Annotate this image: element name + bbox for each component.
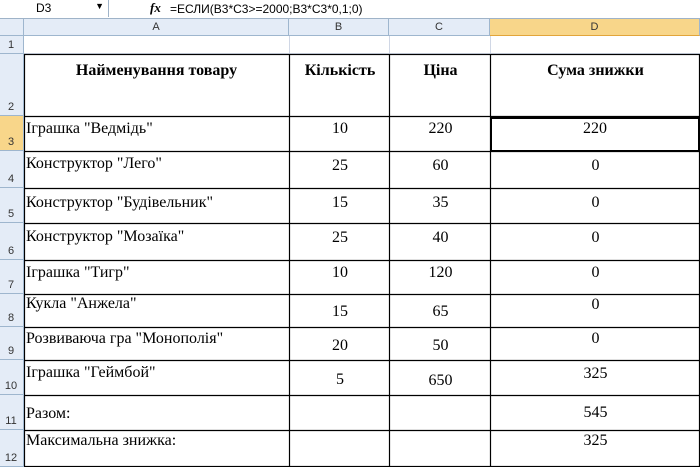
item-qty[interactable]: 15	[332, 194, 348, 211]
item-discount[interactable]: 0	[591, 330, 600, 347]
item-discount[interactable]: 0	[591, 264, 600, 281]
item-qty[interactable]: 15	[332, 303, 348, 320]
name-box[interactable]	[0, 0, 109, 17]
item-price[interactable]: 650	[428, 372, 453, 389]
column-header-a[interactable]: A	[24, 19, 289, 36]
item-discount[interactable]: 325	[583, 365, 608, 382]
header-price[interactable]: Ціна	[423, 62, 458, 79]
header-name[interactable]: Найменування товару	[75, 62, 238, 79]
item-qty[interactable]: 5	[336, 371, 344, 388]
row-header-1[interactable]: 1	[0, 36, 24, 54]
item-name[interactable]: Іграшка "Геймбой"	[26, 364, 156, 381]
formula-bar	[0, 0, 700, 19]
row-header-5[interactable]: 5	[0, 188, 24, 223]
item-name[interactable]: Конструктор "Будівельник"	[26, 194, 214, 211]
item-price[interactable]: 35	[432, 194, 449, 211]
column-header-d[interactable]: D	[490, 19, 700, 36]
item-price[interactable]: 60	[432, 157, 449, 174]
formula-input[interactable]: =ЕСЛИ(B3*C3>=2000;B3*C3*0,1;0)	[170, 2, 363, 16]
item-name[interactable]: Кукла "Анжела"	[26, 295, 137, 312]
item-name[interactable]: Іграшка "Ведмідь"	[26, 120, 153, 137]
item-qty[interactable]: 20	[332, 337, 348, 354]
header-discount[interactable]: Сума знижки	[547, 62, 644, 79]
grid-lines	[24, 36, 700, 467]
chevron-down-icon[interactable]: ▼	[95, 1, 104, 11]
row-header-10[interactable]: 10	[0, 360, 24, 395]
max-discount-value[interactable]: 325	[583, 432, 608, 449]
item-name[interactable]: Розвиваюча гра "Монополія"	[26, 330, 224, 347]
item-price[interactable]: 40	[432, 229, 449, 246]
column-header-b[interactable]: B	[289, 19, 389, 36]
item-name[interactable]: Конструктор "Мозаїка"	[26, 228, 185, 245]
row-header-4[interactable]: 4	[0, 151, 24, 188]
item-price[interactable]: 65	[432, 303, 449, 320]
row-header-3[interactable]: 3	[0, 116, 24, 151]
total-label[interactable]: Разом:	[26, 405, 71, 422]
column-header-c[interactable]: C	[389, 19, 490, 36]
item-discount[interactable]: 0	[591, 229, 600, 246]
row-header-11[interactable]: 11	[0, 395, 24, 430]
item-qty[interactable]: 25	[332, 229, 348, 246]
item-price[interactable]: 120	[428, 264, 453, 281]
row-header-2[interactable]: 2	[0, 54, 24, 116]
item-qty[interactable]: 10	[332, 264, 348, 281]
item-discount[interactable]: 0	[591, 296, 600, 313]
item-discount[interactable]: 0	[591, 157, 600, 174]
function-icon[interactable]: fx	[150, 0, 161, 15]
max-discount-label[interactable]: Максимальна знижка:	[26, 432, 177, 449]
name-box-value: D3	[36, 1, 52, 15]
item-qty[interactable]: 25	[332, 157, 348, 174]
item-qty[interactable]: 10	[332, 120, 348, 137]
row-header-7[interactable]: 7	[0, 260, 24, 294]
item-name[interactable]: Іграшка "Тигр"	[26, 264, 130, 281]
total-value[interactable]: 545	[583, 404, 608, 421]
item-discount-selected-cell[interactable]: 220	[490, 117, 700, 152]
select-all-corner[interactable]	[0, 19, 24, 36]
spreadsheet-grid	[24, 36, 700, 467]
item-price[interactable]: 220	[428, 120, 453, 137]
row-header-12[interactable]: 12	[0, 430, 24, 467]
item-name[interactable]: Конструктор "Лего"	[26, 155, 162, 172]
row-header-6[interactable]: 6	[0, 223, 24, 260]
header-qty[interactable]: Кількість	[304, 62, 376, 79]
item-discount[interactable]: 0	[591, 194, 600, 211]
row-header-8[interactable]: 8	[0, 294, 24, 327]
row-header-9[interactable]: 9	[0, 327, 24, 360]
item-price[interactable]: 50	[432, 337, 449, 354]
